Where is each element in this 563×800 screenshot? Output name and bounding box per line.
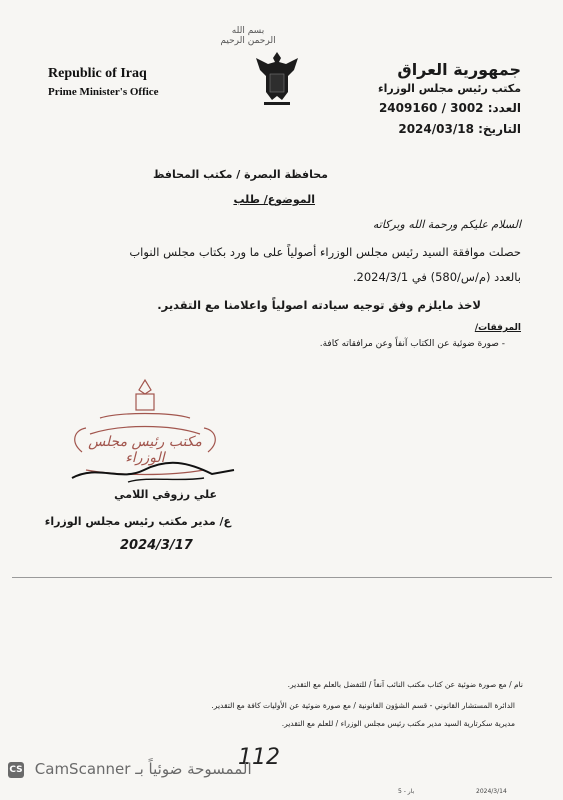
ar-country-name: جمهورية العراق: [397, 60, 521, 79]
footer-page-info: بار - 5: [398, 788, 415, 795]
body-line-1: حصلت موافقة السيد رئيس مجلس الوزراء أصولياً على ما ورد بكتاب مجلس النواب: [129, 245, 521, 259]
scanner-brand: CamScanner: [34, 760, 131, 778]
ar-office-name: مكتب رئيس مجلس الوزراء: [378, 82, 521, 95]
copy-line-2: الدائرة المستشار القانوني - قسم الشؤون القانونية / مع صورة ضوئية عن الأوليات كافة مع التقدير.: [211, 701, 515, 710]
date-label: التاريخ:: [478, 122, 521, 136]
camscanner-watermark: [8, 760, 252, 778]
en-country-name: Republic of Iraq: [48, 66, 147, 81]
signatory-name: علي رزوقي اللامي: [114, 488, 217, 501]
copy-line-3: مديرية سكرتارية السيد مدير مكتب رئيس مجلس الوزراء / للعلم مع التقدير.: [281, 719, 515, 728]
scanner-arabic: الممسوحة ضوئياً بـ: [135, 760, 252, 778]
instruction-line: لاخذ مايلزم وفق توجيه سيادته اصولياً واعلامنا مع التقدير.: [157, 298, 481, 312]
camscanner-logo-icon: CS: [8, 762, 24, 778]
number-label: العدد:: [487, 101, 521, 115]
attachments-label: المرفقات/: [474, 323, 521, 333]
document-date: [398, 122, 521, 136]
stamp-text: مكتب رئيس مجلس الوزراء: [88, 434, 202, 466]
greeting: السلام عليكم ورحمة الله وبركاته: [372, 218, 521, 231]
subject-line: الموضوع/ طلب: [233, 193, 315, 206]
iraq-eagle-emblem: [252, 48, 302, 112]
basmala: بسم الله الرحمن الرحيم: [220, 26, 276, 46]
attachment-text: صورة ضوئية عن الكتاب آنفاً وعن مرافقاته كافة.: [319, 339, 499, 349]
signatory-title: ع/ مدير مكتب رئيس مجلس الوزراء: [44, 515, 231, 528]
copy-line-1: نام / مع صورة ضوئية عن كتاب مكتب النائب آنفاً / للتفضل بالعلم مع التقدير.: [287, 680, 523, 689]
handwritten-number: 112: [238, 745, 280, 770]
reference-number: [379, 101, 521, 115]
addressee: محافظة البصرة / مكتب المحافظ: [152, 168, 328, 181]
signature-date: 2024/3/17: [120, 538, 193, 553]
date-value: 2024/03/18: [398, 122, 474, 136]
en-office-name: Prime Minister's Office: [48, 86, 159, 98]
attachment-bullet: -: [498, 339, 505, 349]
attachment-item: [320, 339, 505, 349]
section-divider: [12, 577, 552, 578]
body-line-2: بالعدد (م/س/580) في 2024/3/1.: [352, 270, 521, 284]
footer-date: 2024/3/14: [476, 788, 507, 795]
number-value: 2409160 / 3002: [378, 101, 484, 115]
